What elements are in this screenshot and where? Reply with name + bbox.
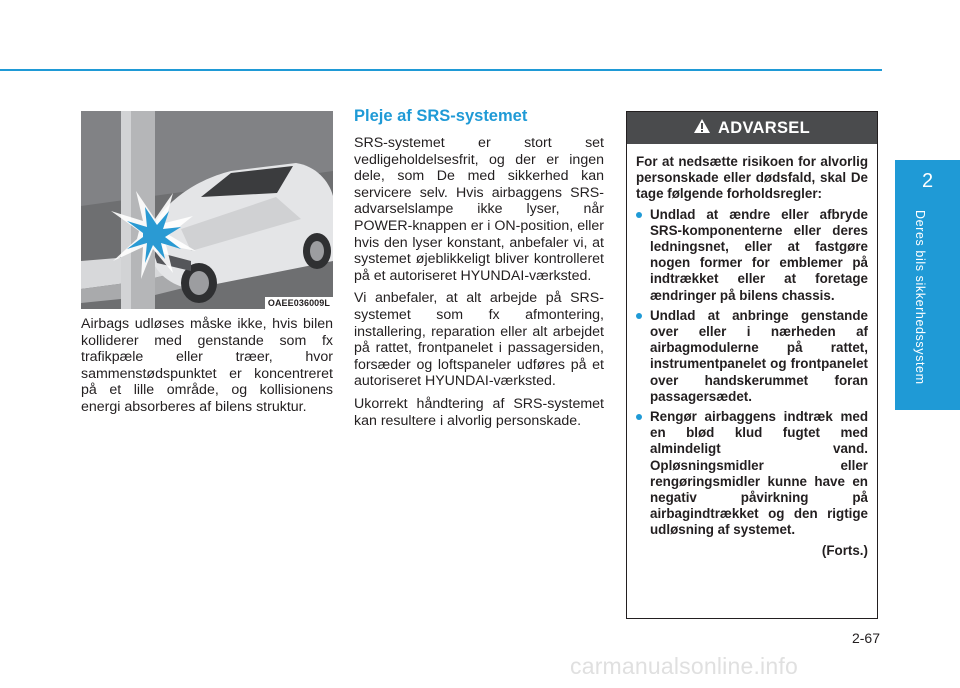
section-title: Pleje af SRS-systemet: [354, 107, 528, 125]
car-hitting-pole-image: [81, 111, 333, 309]
chapter-tab: [895, 160, 960, 410]
warning-list: [636, 207, 868, 539]
bullet-icon: [636, 414, 642, 420]
warning-item: [636, 409, 868, 539]
bullet-icon: [636, 212, 642, 218]
bullet-icon: [636, 313, 642, 319]
watermark: carmanualsonline.info: [570, 653, 798, 679]
continued-label: (Forts.): [821, 542, 868, 558]
warning-item: [636, 308, 868, 405]
warning-heading: ADVARSEL: [718, 118, 810, 137]
figure-code: OAEE036009L: [265, 297, 333, 309]
page-number: 2-67: [851, 630, 880, 646]
collision-illustration: [81, 111, 333, 309]
middle-column: [354, 106, 604, 435]
left-column: [81, 316, 333, 416]
warning-box: [626, 111, 878, 619]
warning-item-text: Rengør airbaggens indtræk med en blød klud fugtet med almindeligt vand. Opløsningsmidler eller rengøringsmidler kunne have en negativ påvirkning på airbagindtrækket og den rigtige udløsning af systemet.: [650, 409, 868, 538]
warning-item: [636, 207, 868, 304]
warning-header: [627, 112, 877, 144]
left-paragraph: Airbags udløses måske ikke, hvis bilen kolliderer med genstande som fx trafikpæle eller træer, hvor sammenstødspunktet er koncentreret på et lille område, og kollisionens energi absorberes af bilens struktur.: [81, 316, 333, 415]
chapter-number: 2: [921, 170, 934, 192]
warning-intro: For at nedsætte risikoen for alvorlig personskade eller dødsfald, skal De tage følgende forholdsregler:: [636, 154, 868, 202]
warning-triangle-icon: [694, 119, 710, 138]
warning-body: [627, 144, 877, 559]
warning-item-text: Undlad at anbringe genstande over eller i nærheden af airbagmodulerne på rattet, instrumentpanelet og frontpanelet over handskerummet foran passagersædet.: [650, 307, 868, 404]
warning-item-text: Undlad at ændre eller afbryde SRS-komponenterne eller deres ledningsnet, eller at fastgøre nogen former for emblemer på indtrækket eller at foretage ændringer på bilens chassis.: [650, 206, 868, 303]
chapter-label: Deres bils sikkerhedssystem: [913, 210, 927, 385]
paragraph: Vi anbefaler, at alt arbejde på SRS-systemet som fx afmontering, installering, reparation eller alt arbejdet på rattet, frontpanelet i passagersiden, forsæder og loftspaneler udføres på et autoriseret HYUNDAI-værksted.: [354, 290, 604, 390]
paragraph: Ukorrekt håndtering af SRS-systemet kan resultere i alvorlig personskade.: [354, 395, 604, 429]
top-rule: [0, 69, 882, 71]
paragraph: SRS-systemet er stort set vedligeholdelsesfrit, og der er ingen dele, som De med sikkerhed kan servicere selv. Hvis airbaggens SRS-advarselslampe ikke lyser, når POWER-knappen er i ON-position, eller hvis den lyser konstant, anbefaler vi, at systemet øjeblikkeligt bliver kontrolleret på et autoriseret HYUNDAI-værksted.: [354, 135, 604, 284]
